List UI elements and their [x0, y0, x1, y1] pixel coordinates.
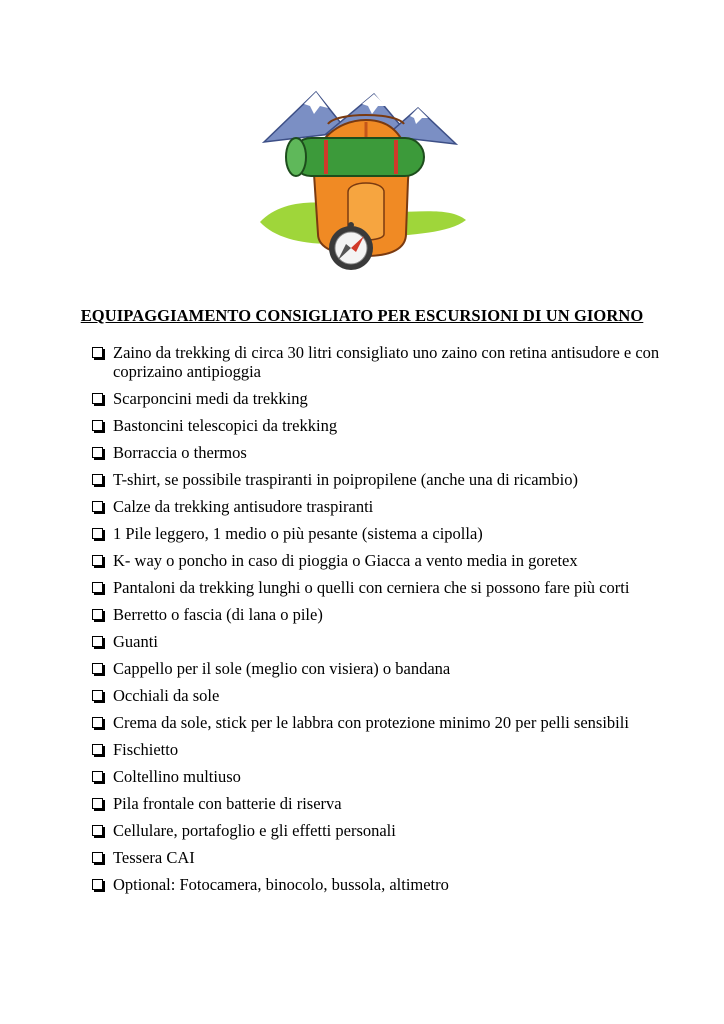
list-item: [92, 876, 662, 895]
sleeping-mat-icon: [292, 138, 424, 176]
list-item-text: Fischietto: [113, 739, 179, 759]
list-item-text: Berretto o fascia (di lana o pile): [113, 604, 323, 624]
list-item-text: Scarponcini medi da trekking: [113, 388, 308, 408]
backpack-mountain-compass-icon: [256, 84, 468, 274]
list-item-text: Cappello per il sole (meglio con visiera) o bandana: [113, 658, 451, 678]
list-item-text: Pila frontale con batterie di riserva: [113, 793, 342, 813]
checkbox-icon: [92, 528, 103, 539]
checkbox-icon: [92, 744, 103, 755]
list-item-text: Occhiali da sole: [113, 685, 220, 705]
list-item: [92, 822, 662, 841]
equipment-checklist: [92, 344, 662, 903]
list-item-text: Pantaloni da trekking lunghi o quelli con cerniera che si possono fare più corti: [113, 577, 630, 597]
checkbox-icon: [92, 825, 103, 836]
list-item-text: Cellulare, portafoglio e gli effetti personali: [113, 820, 396, 840]
list-item: [92, 606, 662, 625]
list-item: [92, 714, 662, 733]
list-item: [92, 633, 662, 652]
list-item-text: Calze da trekking antisudore traspiranti: [113, 496, 374, 516]
checkbox-icon: [92, 447, 103, 458]
list-item-text: Borraccia o thermos: [113, 442, 247, 462]
list-item-text: K- way o poncho in caso di pioggia o Giacca a vento media in goretex: [113, 550, 578, 570]
list-item: [92, 344, 662, 381]
list-item-text: Optional: Fotocamera, binocolo, bussola, altimetro: [113, 874, 449, 894]
checkbox-icon: [92, 690, 103, 701]
list-item: [92, 390, 662, 409]
list-item: [92, 417, 662, 436]
list-item: [92, 795, 662, 814]
list-item-text: 1 Pile leggero, 1 medio o più pesante (sistema a cipolla): [113, 523, 483, 543]
checkbox-icon: [92, 852, 103, 863]
page-title: EQUIPAGGIAMENTO CONSIGLIATO PER ESCURSIONI DI UN GIORNO: [80, 306, 644, 325]
list-item: [92, 552, 662, 571]
checkbox-icon: [92, 420, 103, 431]
checkbox-icon: [92, 501, 103, 512]
list-item-text: Zaino da trekking di circa 30 litri consigliato uno zaino con retina antisudore e con coprizaino antipioggia: [113, 343, 660, 381]
list-item: [92, 660, 662, 679]
checkbox-icon: [92, 609, 103, 620]
list-item: [92, 471, 662, 490]
checkbox-icon: [92, 879, 103, 890]
list-item: [92, 741, 662, 760]
checkbox-icon: [92, 636, 103, 647]
list-item: [92, 525, 662, 544]
checkbox-icon: [92, 393, 103, 404]
list-item: [92, 768, 662, 787]
list-item: [92, 849, 662, 868]
list-item: [92, 498, 662, 517]
checkbox-icon: [92, 347, 103, 358]
checkbox-icon: [92, 771, 103, 782]
list-item-text: Coltellino multiuso: [113, 766, 241, 786]
checkbox-icon: [92, 555, 103, 566]
list-item-text: Tessera CAI: [113, 847, 195, 867]
checkbox-icon: [92, 582, 103, 593]
checkbox-icon: [92, 474, 103, 485]
checkbox-icon: [92, 663, 103, 674]
list-item: [92, 687, 662, 706]
list-item-text: Crema da sole, stick per le labbra con protezione minimo 20 per pelli sensibili: [113, 712, 629, 732]
checkbox-icon: [92, 717, 103, 728]
list-item: [92, 444, 662, 463]
list-item-text: Bastoncini telescopici da trekking: [113, 415, 338, 435]
list-item-text: T-shirt, se possibile traspiranti in poipropilene (anche una di ricambio): [113, 469, 578, 489]
list-item-text: Guanti: [113, 631, 158, 651]
checkbox-icon: [92, 798, 103, 809]
list-item: [92, 579, 662, 598]
